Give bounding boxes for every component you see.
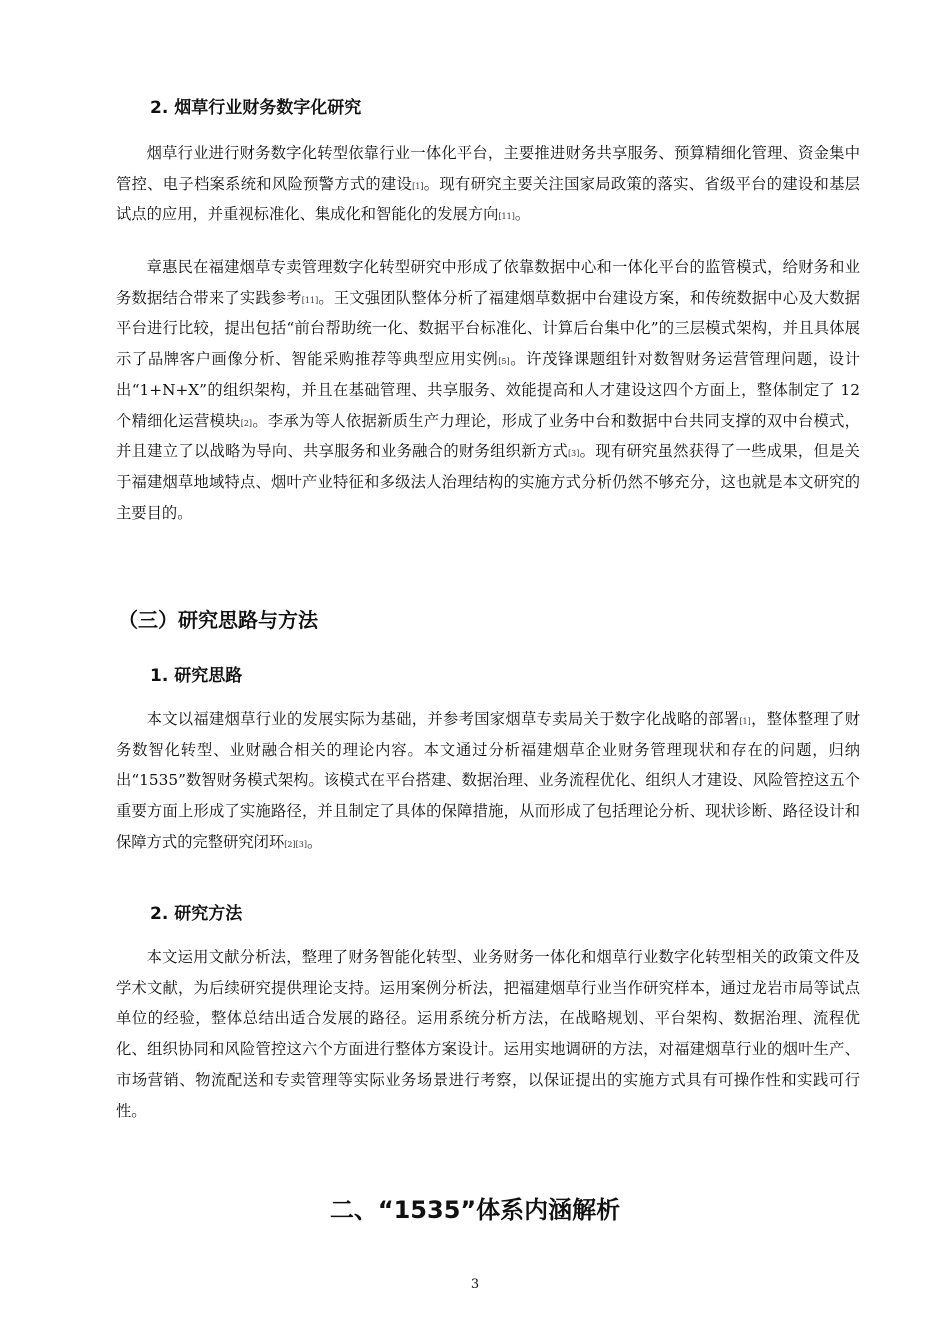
citation-marker: [3] [568,449,580,459]
paragraph-text: 。 [306,832,323,851]
section-heading-finance-digital-research: 2. 烟草行业财务数字化研究 [150,98,362,118]
citation-marker: [1] [412,181,424,191]
paragraph-industry-overview [116,138,860,230]
chapter-heading: 二、“1535”体系内涵解析 [329,1196,621,1224]
paragraph-text: 本文以福建烟草行业的发展实际为基础，并参考国家烟草专卖局关于数字化战略的部署 [146,710,740,728]
paragraph-research-methods [116,942,860,1126]
paragraph-text: 。现有研究虽然获得了一些成果，但是关于福建烟草地域特点、烟叶产业特征和多级法人治理结构的实施方式分析仍然不够充分，这也就是本文研究的主要目的。 [116,442,860,522]
paragraph-text: 。许茂锋课题组针对数智财务运营管理问题，设计出“1+N+X”的组织架构，并且在基础管理、共享服务、效能提高和人才建设这四个方面上，整体制定了 12 个精细化运营模块 [116,350,860,430]
paragraph-text: 。现有研究主要关注国家局政策的落实、省级平台的建设和基层试点的应用，并重视标准化、集成化和智能化的发展方向 [116,174,860,224]
paragraph-text: 烟草行业进行财务数字化转型依靠行业一体化平台，主要推进财务共享服务、预算精细化管理、资金集中管控、电子档案系统和风险预警方式的建设 [116,144,860,193]
citation-marker: [2][3] [284,839,307,849]
paragraph-research-ideas [116,704,860,858]
citation-marker: [11] [301,295,319,305]
subsection-heading-research-methods: 2. 研究方法 [150,904,243,924]
paragraph-literature-review [116,252,860,528]
paragraph-text: 。李承为等人依据新质生产力理论，形成了业务中台和数据中台共同支撑的双中台模式，并且建立了以战略为导向、共享服务和业务融合的财务组织新方式 [116,411,860,461]
citation-marker: [5] [498,357,510,367]
paragraph-text: 本文运用文献分析法，整理了财务智能化转型、业务财务一体化和烟草行业数字化转型相关的政策文件及学术文献，为后续研究提供理论支持。运用案例分析法，把福建烟草行业当作研究样本，通过龙岩市局等试点单位的经验，整体总结出适合发展的路径。运用系统分析方法，在战略规划、平台架构、数据治理、流程优化、组织协同和风险管控这六个方面进行整体方案设计。运用实地调研的方法，对福建烟草行业的烟叶生产、市场营销、物流配送和专卖管理等实际业务场景进行考察，以保证提出的实施方式具有可操作性和实践可行性。 [116,948,860,1120]
citation-marker: [1] [739,717,751,726]
paragraph-text: 。王文强团队整体分析了福建烟草数据中台建设方案，和传统数据中心及大数据平台进行比较，提出包括“前台帮助统一化、数据平台标准化、计算后台集中化”的三层模式架构，并且具体展示了品牌客户画像分析、智能采购推荐等典型应用实例 [116,288,860,369]
citation-marker: [11] [498,212,515,222]
section-heading-research-approach: （三）研究思路与方法 [118,608,318,632]
paragraph-text: 章惠民在福建烟草专卖管理数字化转型研究中形成了依靠数据中心和一体化平台的监管模式，给财务和业务数据结合带来了实践参考 [116,258,860,307]
page-number: 3 [470,1277,480,1292]
subsection-heading-research-ideas: 1. 研究思路 [150,666,243,686]
paragraph-text: ，整体整理了财务数智化转型、业财融合相关的理论内容。本文通过分析福建烟草企业财务管理现状和存在的问题，归纳出“1535”数智财务模式架构。该模式在平台搭建、数据治理、业务流程优化、组织人才建设、风险管控这五个重要方面上形成了实施路径，并且制定了具体的保障措施，从而形成了包括理论分析、现状诊断、路径设计和保障方式的完整研究闭环 [116,710,860,851]
paragraph-text: 。 [514,205,531,224]
citation-marker: [2] [240,418,253,428]
